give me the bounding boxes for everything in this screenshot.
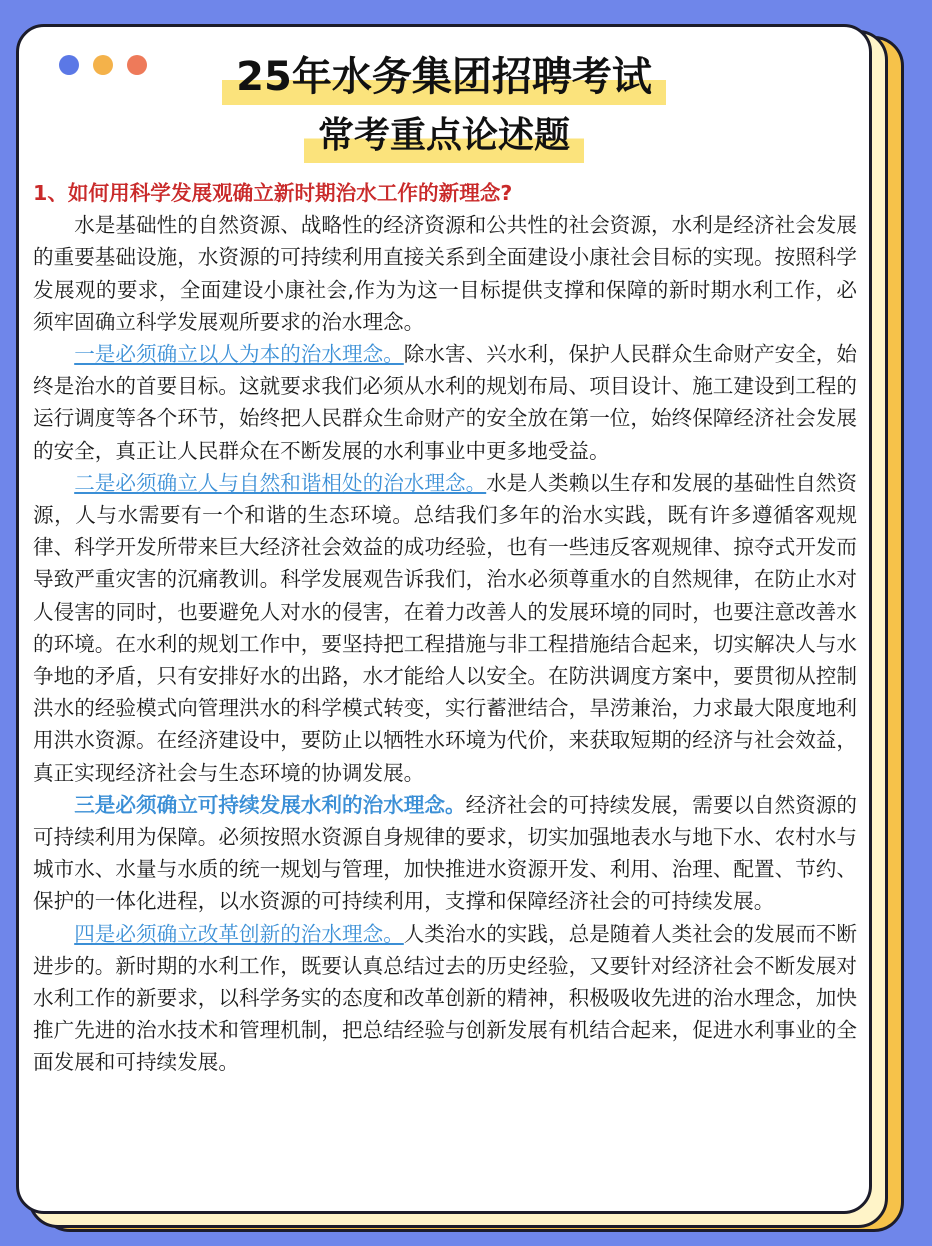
point-1-body: 除水害、兴水利，保护人民群众生命财产安全，始终是治水的首要目标。这就要求我们必须从水利的规划布局、项目设计、施工建设到工程的运行调度等各个环节，始终把人民群众生命财产的安全放在第一位，始终保障经济社会发展的安全，真正让人民群众在不断发展的水利事业中更多地受益。 [33,342,857,463]
point-2-heading: 二是必须确立人与自然和谐相处的治水理念。 [74,470,487,495]
article-body [33,177,857,1079]
point-paragraph-3 [33,789,857,918]
point-4-body: 人类治水的实践，总是随着人类社会的发展而不断进步的。新时期的水利工作，既要认真总结过去的历史经验，又要针对经济社会不断发展对水利工作的新要求，以科学务实的态度和改革创新的精神，积极吸收先进的治水理念，加快推广先进的治水技术和管理机制，把总结经验与创新发展有机结合起来，促进水利事业的全面发展和可持续发展。 [33,921,857,1075]
point-paragraph-4 [33,918,857,1079]
point-3-heading: 三是必须确立可持续发展水利的治水理念。 [74,792,466,817]
intro-paragraph: 水是基础性的自然资源、战略性的经济资源和公共性的社会资源，水利是经济社会发展的重要基础设施，水资源的可持续利用直接关系到全面建设小康社会目标的实现。按照科学发展观的要求，全面建设小康社会,作为为这一目标提供支撑和保障的新时期水利工作，必须牢固确立科学发展观所要求的治水理念。 [33,213,857,334]
point-2-body: 水是人类赖以生存和发展的基础性自然资源，人与水需要有一个和谐的生态环境。总结我们多年的治水实践，既有许多遵循客观规律、科学开发所带来巨大经济社会效益的成功经验，也有一些违反客观规律、掠夺式开发而导致严重灾害的沉痛教训。科学发展观告诉我们，治水必须尊重水的自然规律，在防止水对人侵害的同时，也要避免人对水的侵害，在着力改善人的发展环境的同时，也要注意改善水的环境。在水利的规划工作中，要坚持把工程措施与非工程措施结合起来，切实解决人与水争地的矛盾，只有安排好水的出路，水才能给人以安全。在防洪调度方案中，要贯彻从控制洪水的经验模式向管理洪水的科学模式转变，实行蓄泄结合，旱涝兼治，力求最大限度地利用洪水资源。在经济建设中，要防止以牺牲水环境为代价，来获取短期的经济与社会效益，真正实现经济社会与生态环境的协调发展。 [33,470,858,785]
point-3-body: 经济社会的可持续发展，需要以自然资源的可持续利用为保障。必须按照水资源自身规律的要求，切实加强地表水与地下水、农村水与城市水、水量与水质的统一规划与管理，加快推进水资源开发、利用、治理、配置、节约、保护的一体化进程，以水资源的可持续利用，支撑和保障经济社会的可持续发展。 [33,792,858,914]
page-title: 25年水务集团招聘考试 [222,49,666,105]
question-heading: 1、如何用科学发展观确立新时期治水工作的新理念? [33,181,513,205]
point-1-heading: 一是必须确立以人为本的治水理念。 [74,342,404,367]
point-4-heading: 四是必须确立改革创新的治水理念。 [74,921,404,946]
point-paragraph-1 [33,338,857,467]
point-paragraph-2 [33,467,857,789]
article-card [16,24,872,1214]
page-subtitle: 常考重点论述题 [304,109,584,163]
